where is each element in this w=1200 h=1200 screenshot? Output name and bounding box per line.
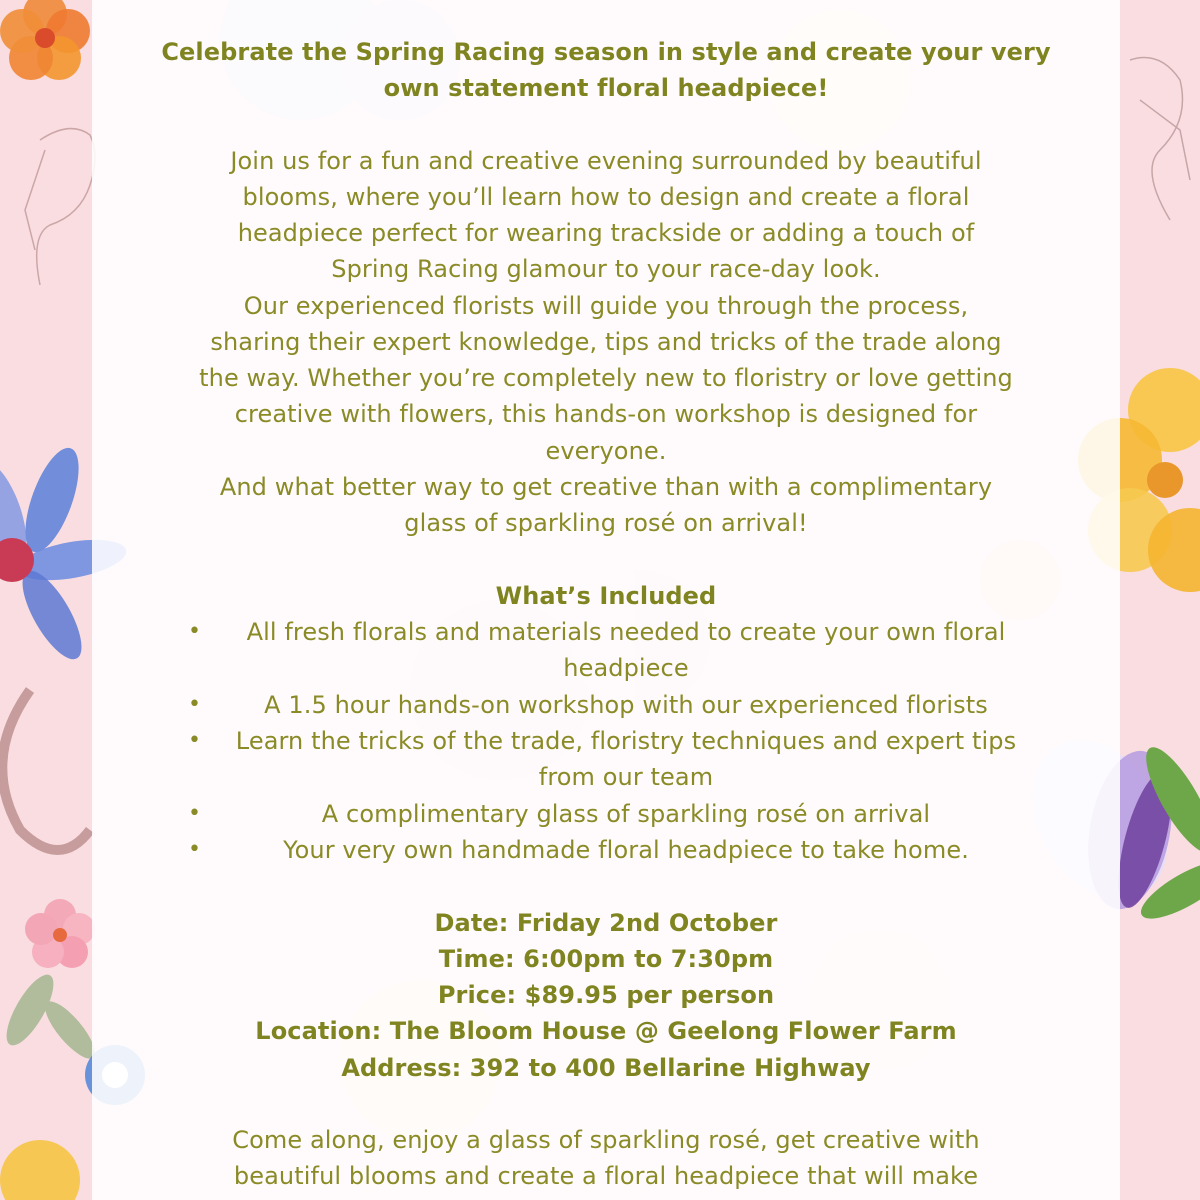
yellow-flower-icon: [0, 1140, 80, 1200]
event-time: Time: 6:00pm to 7:30pm: [438, 945, 774, 973]
included-item-2: A 1.5 hour hands-on workshop with our experienced florists: [264, 691, 988, 719]
body-p1-line-4: Spring Racing glamour to your race-day look.: [331, 255, 881, 283]
bullet-icon: •: [188, 801, 201, 826]
closing-line-1: Come along, enjoy a glass of sparkling rosé, get creative with: [232, 1126, 980, 1154]
included-item-1-line-2: headpiece: [563, 654, 689, 682]
bullet-icon: •: [188, 619, 201, 644]
included-item-4: A complimentary glass of sparkling rosé on arrival: [321, 800, 931, 828]
bullet-icon: •: [188, 728, 201, 753]
body-p1-line-2: blooms, where you’ll learn how to design and create a floral: [242, 183, 970, 211]
event-price: Price: $89.95 per person: [437, 981, 775, 1009]
event-date: Date: Friday 2nd October: [434, 909, 778, 937]
body-p1-line-1: Join us for a fun and creative evening surrounded by beautiful: [230, 147, 982, 175]
body-p3-line-1: And what better way to get creative than with a complimentary: [219, 473, 993, 501]
included-item-3-line-1: Learn the tricks of the trade, floristry techniques and expert tips: [235, 727, 1017, 755]
pink-flower-icon: [25, 899, 95, 968]
included-item-1-line-1: All fresh florals and materials needed to create your own floral: [246, 618, 1006, 646]
included-item-5: Your very own handmade floral headpiece to take home.: [283, 836, 969, 864]
body-p2-line-4: creative with flowers, this hands-on workshop is designed for: [234, 400, 978, 428]
event-location: Location: The Bloom House @ Geelong Flower Farm: [255, 1017, 957, 1045]
horseshoe-icon: [2, 690, 90, 850]
bullet-icon: •: [188, 837, 201, 862]
body-p2-line-1: Our experienced florists will guide you through the process,: [243, 292, 969, 320]
intro-line-2: own statement floral headpiece!: [383, 74, 829, 102]
leaf-icon: [0, 968, 102, 1065]
rider-sketch-icon: [1130, 58, 1190, 221]
body-p1-line-3: headpiece perfect for wearing trackside or adding a touch of: [237, 219, 975, 247]
body-p2-line-2: sharing their expert knowledge, tips and tricks of the trade along: [210, 328, 1002, 356]
included-item-3-line-2: from our team: [538, 763, 714, 791]
closing-line-2: beautiful blooms and create a floral headpiece that will make: [233, 1162, 979, 1190]
bullet-icon: •: [188, 692, 201, 717]
orange-flower-icon: [0, 0, 90, 80]
document-content: [92, 0, 1120, 1200]
event-address: Address: 392 to 400 Bellarine Highway: [341, 1054, 871, 1082]
intro-line-1: Celebrate the Spring Racing season in style and create your very: [161, 38, 1051, 66]
included-heading: What’s Included: [495, 582, 717, 610]
body-p3-line-2: glass of sparkling rosé on arrival!: [404, 509, 808, 537]
horse-sketch-icon: [25, 129, 95, 285]
body-p2-line-3: the way. Whether you’re completely new to floristry or love getting: [199, 364, 1013, 392]
body-p2-line-5: everyone.: [545, 437, 667, 465]
